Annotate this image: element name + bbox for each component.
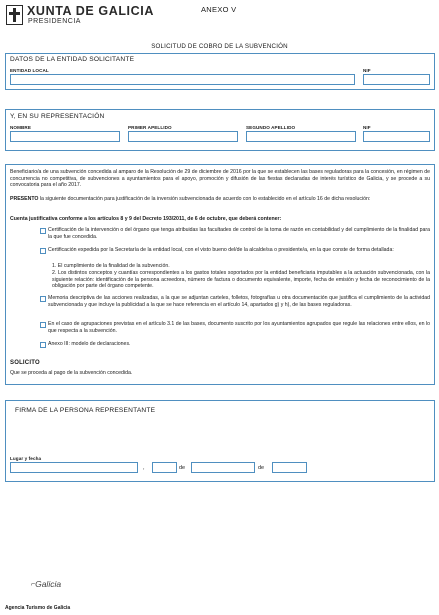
place-field[interactable] [10, 462, 138, 473]
first-surname-field[interactable] [128, 131, 238, 142]
signature-section [5, 400, 435, 482]
de-separator-1: de [179, 465, 186, 471]
representative-section [5, 109, 435, 151]
intro-paragraph: Beneficiario/a de una subvención concedida al amparo de la Resolución de 29 de diciembre de 2016 por la que se establecen las bases reguladoras para la concesión, en régimen de concurrencia no competitiva, de subvenciones a ayuntamientos para el apoyo, promoción y difusión de las fiestas declaradas de interés turístico de Galicia, y se procede a su convocatoria para el año 2017. [10, 169, 430, 189]
year-field[interactable] [272, 462, 307, 473]
brand-name: XUNTA DE GALICIA [27, 4, 154, 18]
documentation-section [5, 164, 435, 385]
local-entity-label: ENTIDAD LOCAL [10, 68, 49, 73]
solicito-text: Que se proceda al pago de la subvención concedida. [10, 370, 133, 376]
name-field[interactable] [10, 131, 120, 142]
galicia-logo-text: Galicia [35, 579, 62, 589]
name-label: NOMBRE [10, 125, 32, 130]
xunta-emblem-icon [6, 5, 23, 25]
place-date-label: Lugar y fecha [10, 456, 42, 461]
entity-section [5, 53, 435, 90]
representative-nif-label: NIF [363, 125, 371, 130]
galicia-logo-mark-icon: ⌐ [31, 581, 36, 588]
galicia-footer-logo [31, 579, 61, 589]
comma-separator: , [143, 465, 145, 471]
checkbox-item-4[interactable] [40, 322, 46, 328]
presento-keyword: PRESENTO [10, 196, 39, 202]
document-title: SOLICITUD DE COBRO DE LA SUBVENCIÓN [151, 43, 288, 50]
month-field[interactable] [191, 462, 255, 473]
cuenta-justificativa: Cuenta justificativa conforme a los artículos 8 y 9 del Decreto 193/2011, de 6 de octubre, que deberá contener: [10, 216, 282, 222]
checkbox-item-2[interactable] [40, 248, 46, 254]
checkbox-item-5[interactable] [40, 342, 46, 348]
representative-nif-field[interactable] [363, 131, 430, 142]
item-5-text: Anexo III: modelo de declaraciones. [48, 341, 131, 347]
presento-paragraph [10, 196, 430, 203]
subitem-2-text: 2. Los distintos conceptos y cuantías correspondientes a los gastos totales soportados por la entidad beneficiaria imputables a la actuación subvencionada, con la siguiente relación: identificación de la persona acreedora, número de factura o documento equivalente, importe, fecha de emisión y fecha de reconocimiento de la obligación por parte del órgano competente. [52, 270, 430, 290]
item-3-text: Memoria descriptiva de las acciones realizadas, a la que se adjuntan carteles, folletos, fotografías u otra documentación que justifica el cumplimiento de la actividad subvencionada y que incluye la publicidad a la que se hace referencia en el artículo 14, apartados g) y h), de las bases reguladoras. [48, 295, 430, 308]
first-surname-label: PRIMER APELLIDO [128, 125, 172, 130]
representative-section-title: Y, EN SU REPRESENTACIÓN [10, 113, 105, 120]
checkbox-item-1[interactable] [40, 228, 46, 234]
presento-text: la siguiente documentación para justificación de la inversión subvencionada de acuerdo con lo establecido en el artículo 16 de dicha resolución: [38, 196, 371, 202]
annex-label: ANEXO V [201, 5, 237, 14]
item-4-text: En el caso de agrupaciones previstas en el artículo 3.1 de las bases, documento suscrito por los ayuntamientos agrupados que regule las relaciones entre ellos, en lo que respecta a la subvención. [48, 321, 430, 334]
second-surname-label: SEGUNDO APELLIDO [246, 125, 296, 130]
agency-name: Agencia Turismo de Galicia [5, 605, 71, 611]
solicito-title: SOLICITO [10, 360, 40, 366]
local-entity-field[interactable] [10, 74, 355, 85]
item-2-text: Certificación expedida por la Secretaría de la entidad local, con el visto bueno del/de la alcalde/sa o presidente/a, en la que conste de forma detallada: [48, 247, 394, 253]
brand-department: PRESIDENCIA [28, 18, 81, 25]
item-1-text: Certificación de la intervención o del órgano que tenga atribuidas las facultades de control de la toma de razón en contabilidad y del cumplimiento de la finalidad para la que fue concedida. [48, 227, 430, 240]
second-surname-field[interactable] [246, 131, 356, 142]
entity-nif-field[interactable] [363, 74, 430, 85]
subitem-1-text: 1. El cumplimiento de la finalidad de la subvención. [52, 263, 170, 269]
signature-section-title: FIRMA DE LA PERSONA REPRESENTANTE [15, 407, 156, 414]
de-separator-2: de [258, 465, 265, 471]
entity-section-title: DATOS DE LA ENTIDAD SOLICITANTE [10, 56, 135, 63]
entity-nif-label: NIF [363, 68, 371, 73]
day-field[interactable] [152, 462, 177, 473]
checkbox-item-3[interactable] [40, 296, 46, 302]
